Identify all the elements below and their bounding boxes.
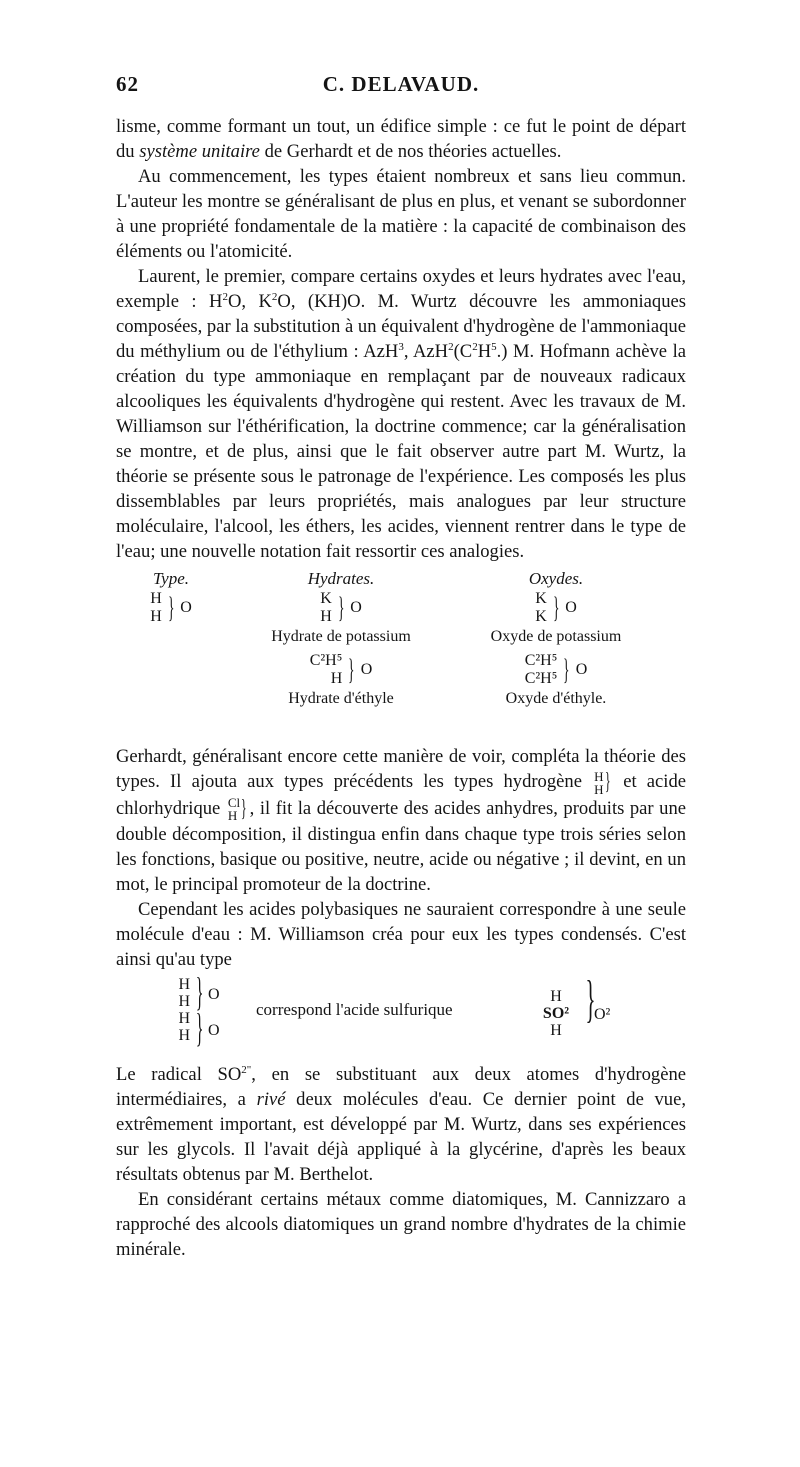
formula-symbol: C²H⁵ — [524, 652, 558, 669]
brace-icon: } — [167, 591, 175, 624]
oxydes-heading: Oxydes. — [528, 569, 584, 588]
formula-symbol: O — [565, 599, 577, 616]
paragraph-4: Gerhardt, généralisant encore cette manière de voir, compléta la théorie des types. Il ajouta aux types précédents les types hydrogène H H } et acide chlorhydrique Cl H } , il fit la découverte des acides anhydres, produits par une double décomposition, il distingua enfin dans chaque type trois séries selon les fonctions, basique ou positive, neutre, acide ou négative ; il devint, en un mot, le principal promoteur de la doctrine. — [116, 746, 687, 896]
brace-icon: } — [195, 969, 204, 1015]
brace-icon: } — [604, 769, 611, 796]
formula-symbol: O — [208, 1022, 220, 1040]
type-column — [126, 570, 216, 626]
brace-icon: } — [195, 1005, 204, 1051]
formula-symbol: K — [535, 590, 547, 607]
sulfuric-rows: H SO² H — [542, 988, 570, 1040]
condensed-left-rows: H H H H — [178, 976, 190, 1045]
paragraph-5: Cependant les acides polybasiques ne sauraient correspondre à une seule molécule d'eau : M. Williamson créa pour eux les types condensés. C'est ainsi qu'au type — [116, 899, 686, 971]
running-title: C. DELAVAUD. — [322, 72, 480, 96]
formula-symbol: O — [575, 661, 588, 678]
brace-icon: } — [552, 591, 560, 624]
compound-name: Hydrate de potassium — [271, 628, 411, 645]
formula-symbol: H — [330, 670, 343, 687]
compound-name: Oxyde de potassium — [490, 628, 622, 645]
condensed-type-formula — [116, 969, 686, 1054]
type-formula-table — [116, 570, 686, 738]
oxydes-column — [466, 570, 646, 714]
brace-icon: } — [563, 653, 570, 686]
formula-symbol: H — [150, 608, 162, 625]
hydrates-column — [246, 570, 436, 714]
formula-symbol: C²H⁵ — [309, 652, 343, 669]
hcl-type-formula: Cl H — [227, 795, 241, 824]
paragraph-7: En considérant certains métaux comme diatomiques, M. Cannizzaro a rapproché des alcools diatomiques un grand nombre d'hydrates de la chimie minérale. — [116, 1189, 686, 1261]
hydrogen-type-formula: H H — [594, 768, 604, 797]
brace-icon: } — [241, 795, 247, 822]
paragraph-3: Laurent, le premier, compare certains oxydes et leurs hydrates avec l'eau, exemple : $H^2O$, $K^2O$, (KH)O. M. Wurtz découvre les ammoniaques composées, par la substitution à un équivalent d'hydrogène de l'ammoniaque du méthylium ou de l'éthylium : AzH$^3$, $AzH^2(C^2H^5.)$ M. Hofmann achève la création du type ammoniaque en remplaçant par de nouveaux radicaux alcooliques les équivalents d'hydrogène qui restent. Avec les travaux de M. Williamson sur l'éthérification, la doctrine commence; car la généralisation se montre, et de plus, ainsi que le fait observer autre part M. Wurtz, la théorie se présente sous le patronage de l'expérience. Les composés les plus dissemblables par leurs propriétés, mais analogues par leur structure moléculaire, l'alcool, les éthers, les acides, viennent rentrer dans le type de l'eau; une nouvelle notation fait ressortir ces analogies. — [116, 266, 687, 562]
formula-symbol: K — [535, 608, 547, 625]
brace-icon: } — [348, 653, 355, 686]
paragraph-2: Au commencement, les types étaient nombreux et sans lieu commun. L'auteur les montre se généralisant de plus en plus, et venant se subordonner à une propriété fondamentale de la matière : la capacité de combinaison des éléments ou l'atomicité. — [116, 166, 686, 262]
paragraph-6: Le radical $SO^{2"}$, en se substituant aux deux atomes d'hydrogène intermédiaires, a rivé deux molécules d'eau. Ce dernier point de vue, extrêmement important, est développé par M. Wurtz, dans ses expériences sur les glycols. Il l'avait déjà appliqué à la glycérine, d'après les beaux résultats obtenus par M. Berthelot. — [116, 1064, 686, 1186]
condensed-caption: correspond l'acide sulfurique — [256, 1000, 453, 1020]
formula-symbol: O — [350, 599, 362, 616]
brace-icon: } — [585, 971, 596, 1029]
hydrates-heading: Hydrates. — [307, 569, 375, 588]
page-number: 62 — [116, 72, 139, 96]
formula-symbol: O — [360, 661, 373, 678]
formula-symbol: H — [150, 590, 162, 607]
type-heading: Type. — [152, 569, 190, 588]
formula-symbol: O² — [594, 1006, 611, 1024]
body-text — [116, 114, 686, 1262]
formula-symbol: H — [320, 608, 332, 625]
brace-icon: } — [337, 591, 345, 624]
paragraph-1: lisme, comme formant un tout, un édifice simple : ce fut le point de départ du système unitaire de Gerhardt et de nos théories actuelles. — [116, 116, 686, 162]
formula-symbol: O — [208, 986, 220, 1004]
formula-symbol: C²H⁵ — [524, 670, 558, 687]
formula-symbol: K — [320, 590, 332, 607]
formula-symbol: O — [180, 599, 192, 616]
compound-name: Hydrate d'éthyle — [288, 690, 394, 707]
compound-name: Oxyde d'éthyle. — [505, 690, 607, 707]
